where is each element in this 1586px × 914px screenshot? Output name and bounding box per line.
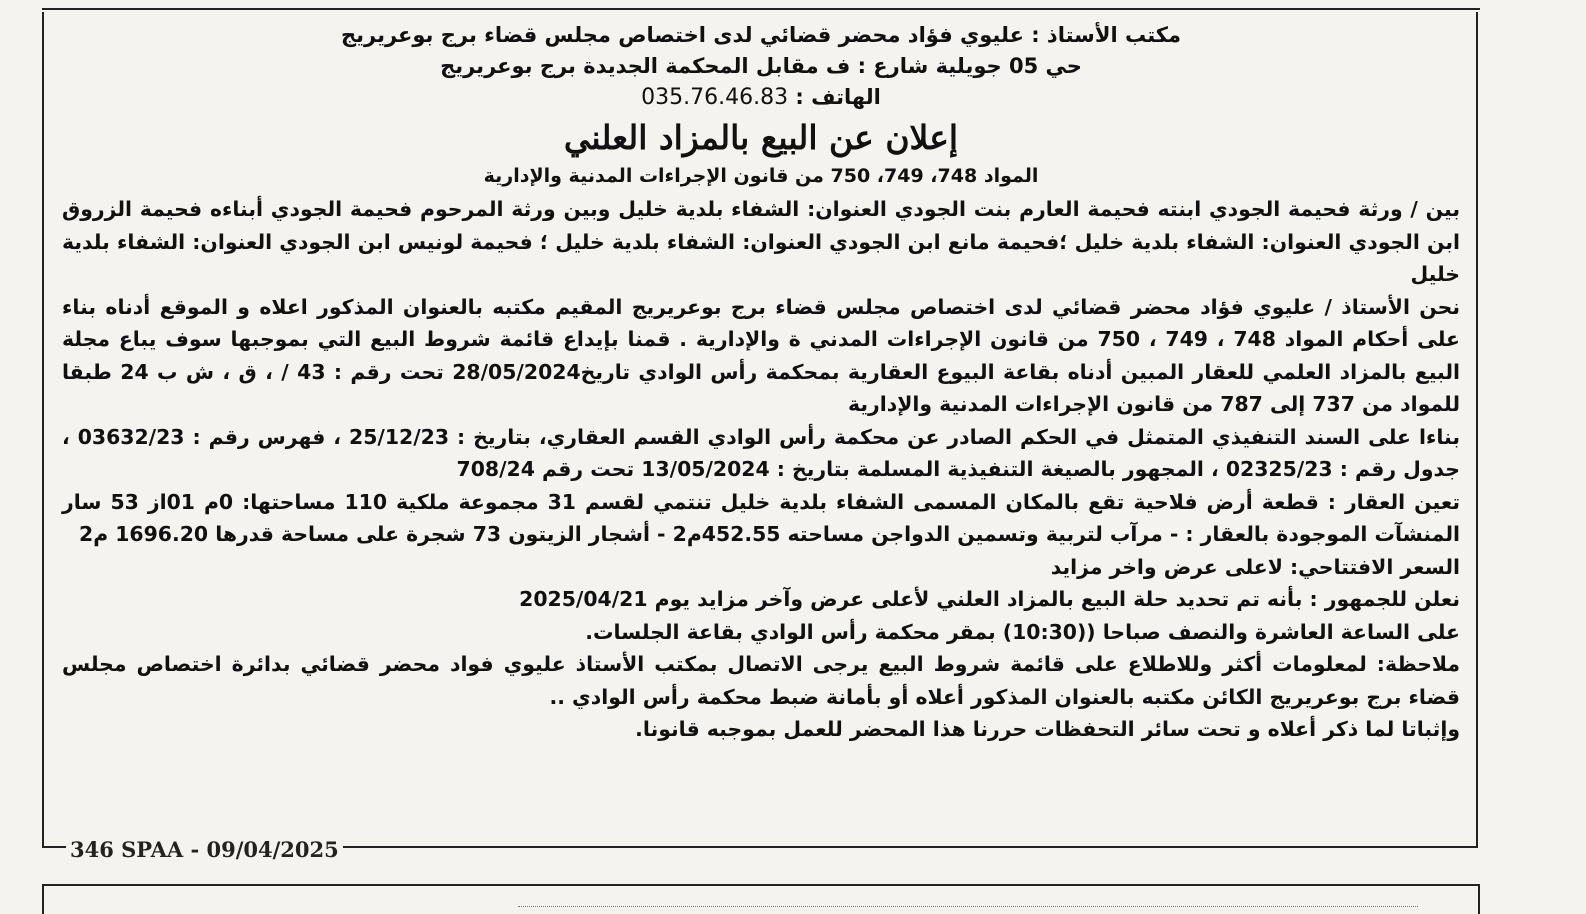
auction-time-place: على الساعة العاشرة والنصف صباحا ((10:30) بمقر محكمة رأس الوادي بقاعة الجلسات. — [585, 619, 1460, 644]
notice-title: إعلان عن البيع بالمزاد العلني — [563, 118, 959, 157]
enforcement-paragraph: بناءا على السند التنفيذي المتمثل في الحكم الصادر عن محكمة رأس الوادي القسم العقاري، بتاريخ : 25/12/23 ، فهرس رقم : 03632/23 ، جدول رقم : 02325/23 ، المجهور بالصيغة التنفيذية المسلمة بتاريخ : 13/05/2024 تحت رقم 708/24 — [62, 424, 1461, 481]
opening-price: السعر الافتتاحي: لاعلى عرض واخر مزايد — [1050, 554, 1460, 579]
publication-reference: 346 SPAA - 09/04/2025 — [66, 836, 343, 864]
office-address: حي 05 جويلية شارع : ف مقابل المحكمة الجديدة برج بوعريريج — [440, 54, 1082, 78]
auction-notice — [42, 12, 1478, 848]
top-rule — [42, 8, 1480, 10]
property-paragraph: تعين العقار : قطعة أرض فلاحية تقع بالمكان المسمى الشفاء بلدية خليل تنتمي لقسم 31 مجموعة ملكية 110 مساحتها: 0م 01از 53 سار المنشآت الموجودة بالعقار : - مرآب لتربية وتسمين الدواجن مساحته 452.55م2 - أشجار الزيتون 73 شجرة على مساحة قدرها 1696.20 م2 — [62, 489, 1461, 546]
auction-date: نعلن للجمهور : بأنه تم تحديد حلة البيع بالمزاد العلني لأعلى عرض وآخر مزايد يوم 2025/04/21 — [519, 587, 1460, 611]
phone-label: الهاتف : — [795, 85, 881, 109]
office-header — [62, 20, 1460, 113]
note-paragraph: ملاحظة: لمعلومات أكثر وللاطلاع على قائمة شروط البيع يرجى الاتصال بمكتب الأستاذ عليوي فواد محضر قضائي بدائرة اختصاص مجلس قضاء برج بوعريريج الكائن مكتبه بالعنوان المذكور أعلاه أو بأمانة ضبط محكمة رأس الوادي .. — [62, 652, 1460, 709]
bailiff-paragraph: نحن الأستاذ / عليوي فؤاد محضر قضائي لدى اختصاص مجلس قضاء برج بوعريريج المقيم مكتبه بالعنوان المذكور اعلاه و الموقع أدناه بناء على أحكام المواد 748 ، 749 ، 750 من قانون الإجراءات المدني ة والإدارية . قمنا بإيداع قائمة شروط البيع التي بموجبها سوف يباع مجلة البيع بالمزاد العلمي للعقار المبين أدناه بقاعة البيوع العقارية بمحكمة رأس الوادي تاريخ28/05/2024 تحت رقم : 43 / ، ق ، ش ب 24 طبقا للمواد من 737 إلى 787 من قانون الإجراءات المدنية والإدارية — [62, 294, 1460, 416]
next-notice-cutoff — [518, 892, 1418, 907]
phone-line — [62, 82, 1460, 113]
parties-paragraph: بين / ورثة فحيمة الجودي ابنته فحيمة العارم بنت الجودي العنوان: الشفاء بلدية خليل وبين ورثة المرحوم فحيمة الجودي أبناءه فحيمة الزروق ابن الجودي العنوان: الشفاء بلدية خليل ؛فحيمة مانع ابن الجودي العنوان: الشفاء بلدية خليل ؛ فحيمة لونيس ابن الجودي العنوان: الشفاء بلدية خليل — [62, 197, 1460, 286]
phone-number: 035.76.46.83 — [641, 85, 789, 110]
office-name: مكتب الأستاذ : عليوي فؤاد محضر قضائي لدى اختصاص مجلس قضاء برج بوعريريج — [341, 23, 1181, 47]
legal-articles: المواد 748، 749، 750 من قانون الإجراءات المدنية والإدارية — [483, 165, 1039, 187]
closing-statement: وإثباتا لما ذكر أعلاه و تحت سائر التحفظات حررنا هذا المحضر للعمل بموجبه قانونا. — [635, 717, 1460, 741]
